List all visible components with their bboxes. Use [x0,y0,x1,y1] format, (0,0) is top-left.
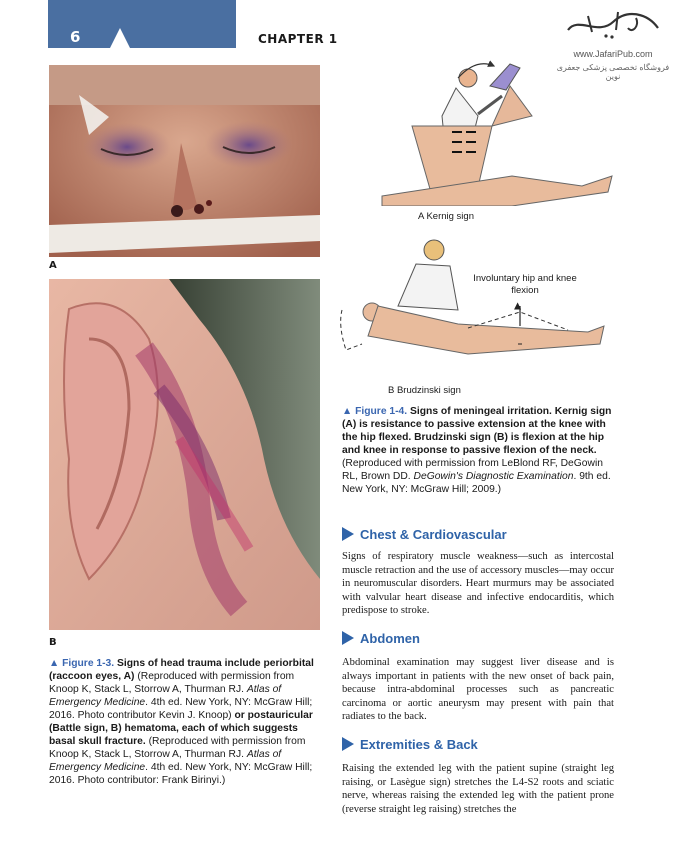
figure-1-4-caption-text [342,406,611,495]
kernig-sign-label: A Kernig sign [418,211,474,222]
section-body-chest: Signs of respiratory muscle weakness—such as intercostal muscle retraction and the use of accessory muscles—may occur in neuromuscular disorders. Heart murmurs may be associated with valvular heart disease and infective endocarditis, which predispose to stroke. [342,551,614,617]
section-arrow-icon [342,631,354,645]
brudzinski-sign-label: B Brudzinski sign [388,385,461,396]
section-heading-extremities: Extremities & Back [342,737,478,752]
figure-1-3-caption-text [49,658,314,786]
caption-fragment: . 4th ed. New York, NY: McGraw Hill; 2016. Photo contributor: Frank Birinyi.) [49,762,313,786]
caption-fragment: Signs of head trauma include periorbital (raccoon eyes, A) [49,658,314,682]
caption-fragment: . 4th ed. New York, NY: McGraw Hill; 2016. Photo contributor Kevin J. Knoop) [49,697,313,721]
figure-1-4-title: Figure 1-4. [355,406,408,417]
caption-fragment: Atlas of Emergency Medicine [49,684,282,708]
figure-1-3-label-b: B [49,637,57,648]
caption-fragment: (Reproduced with permission from LeBlond RF, DeGowin RL, Brown DD. [342,458,603,482]
figure-1-4-caption [342,405,618,496]
header-notch [110,28,130,48]
header-tab [48,0,236,48]
caption-fragment: Atlas of Emergency Medicine [49,749,282,773]
section-heading-chest: Chest & Cardiovascular [342,527,507,542]
section-heading-abdomen: Abdomen [342,631,420,646]
logo-subtitle: فروشگاه تخصصی پزشکی جعفری نوین [556,63,670,81]
figure-marker-icon: ▲ [342,406,353,417]
figure-1-3-label-a: A [49,260,57,271]
caption-fragment: (Reproduced with permission from Knoop K, Stack L, Storrow A, Thurman RJ. [49,671,295,695]
figure-marker-icon: ▲ [49,658,60,669]
caption-fragment: Signs of meningeal irritation. Kernig sign (A) is resistance to passive extension at the knee with the hip flexed. Brudzinski sign (B) is flexion at the hip and knee in response to passive flexion of the neck. [342,406,612,456]
caption-fragment: (Reproduced with permission from Knoop K, Stack L, Storrow A, Thurman RJ. [49,736,306,760]
involuntary-flexion-label: Involuntary hip and knee flexion [473,273,577,296]
figure-1-3-title: Figure 1-3. [62,658,115,669]
caption-fragment: . 9th ed. New York, NY: McGraw Hill; 2009.) [342,471,611,495]
page-number: 6 [70,28,81,46]
figure-1-3-caption [49,657,321,787]
brudzinski-sign-illustration [338,236,614,376]
kernig-sign-illustration [372,56,642,206]
logo-url[interactable]: www.JafariPub.com [573,49,653,59]
section-body-extremities: Raising the extended leg with the patient supine (straight leg raising, or Lasègue sign) stretches the L4-S2 roots and sciatic nerve, whereas raising the extended leg with the patient prone (reverse straight leg raising) stretches the [342,763,614,815]
caption-fragment: or postauricular (Battle sign, B) hematoma, each of which suggests basal skull fracture. [49,710,313,747]
raccoon-eyes-photo [49,65,320,257]
battle-sign-photo [49,279,320,630]
section-arrow-icon [342,527,354,541]
section-arrow-icon [342,737,354,751]
chapter-title: CHAPTER 1 [258,32,338,46]
section-body-abdomen: Abdominal examination may suggest liver disease and is always important in patients with the new onset of back pain, because intra-abdominal processes such as pancreatic carcinoma or aortic aneurysm may present with pain that radiates to the back. [342,657,614,723]
logo-mark-icon [558,6,668,42]
caption-fragment: DeGowin's Diagnostic Examination [413,471,574,482]
